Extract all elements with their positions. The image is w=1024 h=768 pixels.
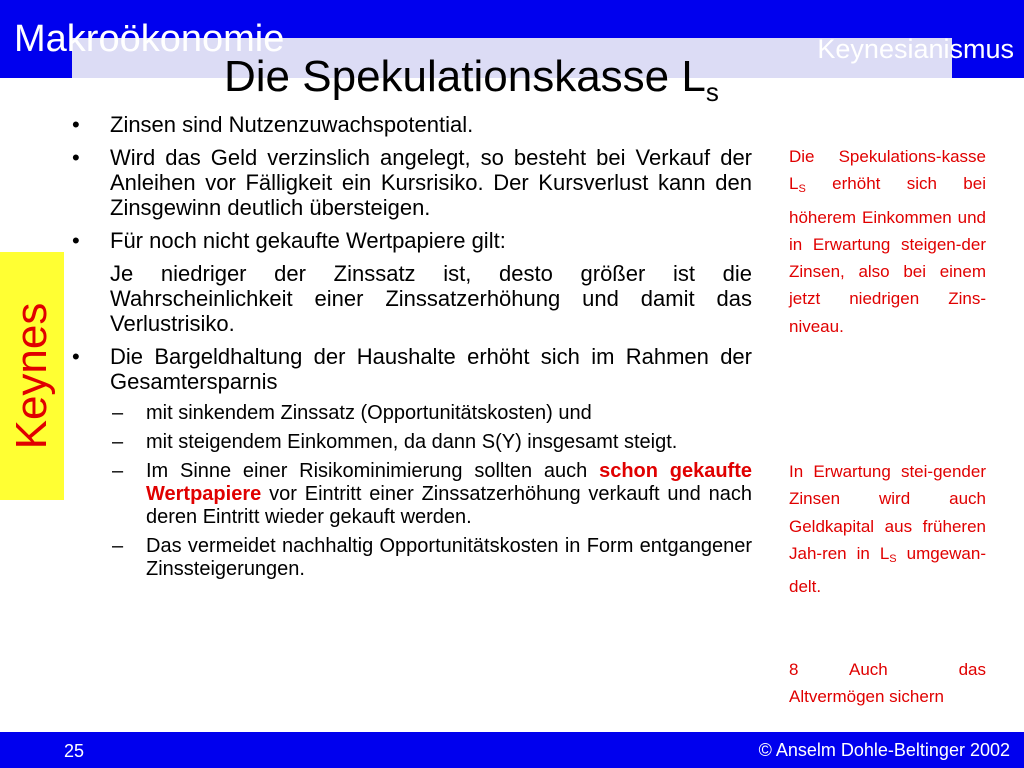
copyright-text: © Anselm Dohle-Beltinger 2002: [758, 740, 1010, 760]
bullet-paragraph: Je niedriger der Zinssatz ist, desto größer ist die Wahrscheinlichkeit einer Zinssatzerhöhung und damit das Verlustrisiko.: [110, 261, 752, 336]
slide-title: [224, 52, 719, 108]
main-content: [72, 112, 752, 587]
bullet-dot-icon: •: [72, 344, 80, 369]
dash-icon: –: [112, 460, 124, 482]
bullet-item: [72, 112, 752, 137]
page-number: 25: [64, 741, 85, 761]
side-note-text: Die Spekulations-kasse L: [789, 147, 986, 194]
sub-bullet-text: Das vermeidet nachhaltig Opportunitätskosten in Form entgangener Zinssteigerungen.: [146, 535, 752, 580]
bullet-text: Wird das Geld verzinslich angelegt, so besteht bei Verkauf der Anleihen vor Fälligkeit ein Kursrisiko. Der Kursverlust kann den Zinsgewinn deutlich übersteigen.: [110, 145, 752, 220]
side-note-text: umgewan-delt.: [789, 543, 986, 597]
bullet-item: [72, 344, 752, 394]
dash-icon: –: [112, 431, 124, 453]
side-note-text: Auch das Altvermögen sichern: [789, 660, 986, 707]
sub-bullet-item: [72, 535, 752, 581]
side-note-text: erhöht sich bei höherem Einkommen und in Erwartung steigen-der Zinsen, also bei einem jetzt niedrigen Zins-niveau.: [789, 174, 986, 336]
side-note-subscript: S: [798, 183, 806, 196]
course-title: Makroökonomie: [14, 18, 285, 60]
sub-bullet-text: mit sinkendem Zinssatz (Opportunitätskosten) und: [146, 402, 592, 424]
sub-bullet-text-post: vor Eintritt einer Zinssatzerhöhung verkauft und nach deren Eintritt wieder gekauft werden.: [146, 483, 753, 528]
side-note-1: [789, 143, 986, 340]
bullet-dot-icon: •: [72, 112, 80, 137]
pointing-hand-icon: 8: [789, 660, 799, 679]
sub-bullet-item: [72, 402, 752, 425]
sidebar-label: Keynes: [7, 302, 56, 450]
side-note-text: In Erwartung stei-gender Zinsen wird auch Geldkapital aus früheren Jah-ren in L: [789, 462, 986, 563]
bullet-text: Für noch nicht gekaufte Wertpapiere gilt:: [110, 228, 506, 253]
bullet-dot-icon: •: [72, 228, 80, 253]
bullet-item: [72, 228, 752, 253]
topic-title: Keynesianismus: [817, 34, 1014, 64]
sub-bullet-text-pre: Im Sinne einer Risikominimierung sollten auch: [146, 460, 588, 482]
sub-bullet-item: [72, 460, 752, 529]
side-note-2: [789, 458, 986, 600]
footer-bar: [0, 732, 1024, 768]
bullet-dot-icon: •: [72, 145, 80, 170]
sub-bullet-item: [72, 431, 752, 454]
bullet-item: [72, 145, 752, 220]
side-note-3: [789, 656, 986, 711]
slide-title-text: Die Spekulationskasse L: [224, 52, 706, 101]
sub-bullet-text: mit steigendem Einkommen, da dann S(Y) insgesamt steigt.: [146, 431, 678, 453]
bullet-text: Die Bargeldhaltung der Haushalte erhöht sich im Rahmen der Gesamtersparnis: [110, 344, 752, 394]
dash-icon: –: [112, 535, 124, 557]
slide-title-subscript: s: [705, 77, 719, 107]
side-note-subscript: S: [889, 552, 897, 565]
sidebar-keynes: [0, 252, 64, 500]
dash-icon: –: [112, 402, 124, 424]
highlight-text: schon gekaufte Wertpapiere: [146, 460, 752, 505]
bullet-text: Zinsen sind Nutzenzuwachspotential.: [110, 112, 474, 137]
